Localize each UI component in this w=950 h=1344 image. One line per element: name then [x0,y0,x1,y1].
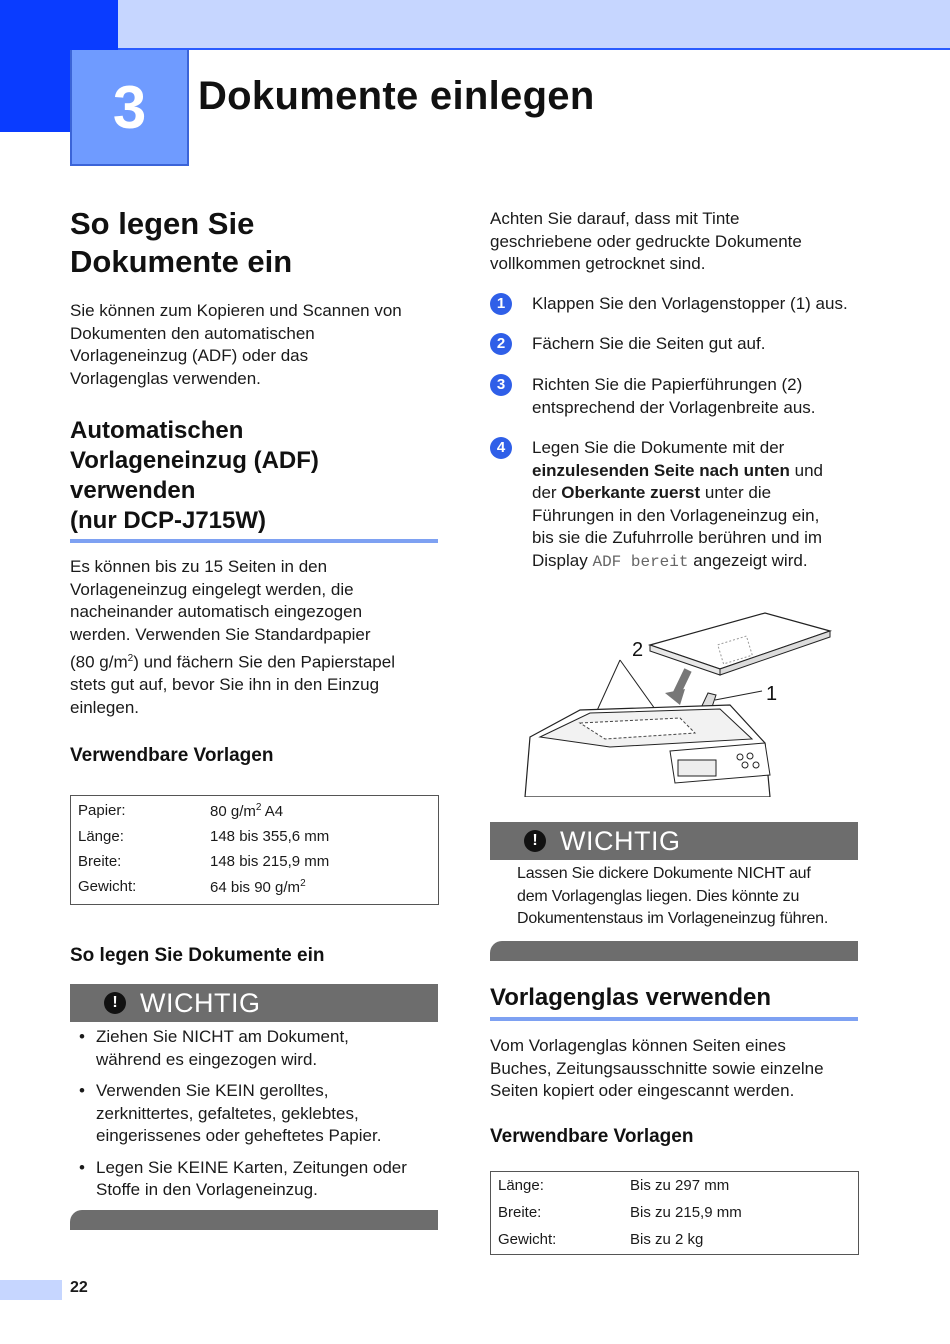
text-line [532,550,823,574]
superscript: 2 [300,878,306,889]
table-row [491,1198,859,1225]
adf-paragraph [70,556,440,719]
text-span: und [789,460,823,480]
text-line: Legen Sie KEINE Karten, Zeitungen oder [96,1157,407,1177]
list-item [70,1026,438,1071]
header-line [118,48,950,50]
table-cell-label: Breite: [498,1204,542,1221]
bullet-icon: • [79,1081,85,1100]
leader-line [595,660,620,715]
figure-label-2: 2 [632,639,644,661]
table-cell-label: Gewicht: [78,878,137,895]
warning-box-left [70,984,438,1211]
table-cell-value: 148 bis 215,9 mm [210,853,330,870]
exclamation-icon: ! [104,992,126,1014]
text-line: vollkommen getrocknet sind. [490,254,706,273]
text-line: Lassen Sie dickere Dokumente NICHT auf [517,865,811,882]
leader-line [715,691,762,700]
step-text [532,437,823,573]
list-item [70,1157,438,1202]
text-line: Es können bis zu 15 Seiten in den [70,557,328,576]
bold-text: einzulesenden Seite nach unten [532,460,790,480]
table-cell-value: 148 bis 355,6 mm [210,828,330,845]
glass-spec-table [490,1171,859,1255]
warning-list [70,1026,438,1202]
warning-header [70,984,438,1022]
text-line: Richten Sie die Papierführungen (2) [532,375,803,394]
text-line: Buches, Zeitungsausschnitte sowie einzelne [490,1058,824,1078]
text-line: während es eingezogen wird. [96,1049,318,1069]
text-line: einlegen. [70,697,140,717]
warning-label: WICHTIG [140,987,261,1018]
table-row [71,874,439,905]
text-line: geschriebene oder gedruckte Dokumente [490,231,802,251]
adf-media-heading: Verwendbare Vorlagen [70,745,274,766]
warning-box-right [490,822,858,931]
table-cell-value [203,874,439,905]
table-cell-label: Länge: [78,828,124,845]
text-line: Verwenden Sie KEIN gerolltes, [96,1081,329,1100]
text-line: Vom Vorlagenglas können Seiten eines [490,1036,786,1055]
text-line: Dokumentenstaus im Vorlageneinzug führen. [517,910,829,927]
text-span: (80 g/m [70,652,128,672]
bullet-icon: • [79,1027,85,1046]
adf-heading-rule [70,539,438,543]
adf-heading [70,416,319,536]
display-message: ADF bereit [592,552,689,571]
table-cell-value: Bis zu 215,9 mm [630,1204,742,1221]
text-span: angezeigt wird. [688,550,808,570]
ink-note [490,208,870,276]
section-title [70,205,292,281]
text-line: Sie können zum Kopieren und Scannen von [70,301,402,320]
text-line: zerknittertes, gefaltetes, geklebtes, [96,1103,359,1123]
heading-line: (nur DCP-J715W) [70,507,267,534]
table-cell-value [203,796,439,825]
exclamation-icon: ! [524,830,546,852]
page-number: 22 [70,1279,88,1296]
table-row [71,796,439,825]
step-1 [490,293,870,316]
step-number-icon: 4 [490,437,512,459]
text-line: entsprechend der Vorlagenbreite aus. [532,397,816,417]
text-line: Ziehen Sie NICHT am Dokument, [96,1027,349,1046]
table-cell-label: Länge: [498,1177,544,1194]
text-span: ) und fächern Sie den Papierstapel [133,652,395,672]
glass-paragraph [490,1035,870,1103]
step-text [532,333,765,356]
step-4 [490,437,870,573]
text-line: Vorlageneinzug eingelegt werden, die [70,579,354,599]
step-text [532,374,816,419]
text-line: Fächern Sie die Seiten gut auf. [532,334,766,353]
text-span: Display [532,550,593,570]
chapter-number: 3 [70,50,189,166]
warning-label: WICHTIG [560,825,681,856]
text-line: Vorlageneinzug (ADF) oder das [70,346,309,365]
step-3 [490,374,870,419]
text-line: Seiten kopiert oder eingescannt werden. [490,1081,795,1100]
warning-footer [70,1210,438,1230]
step-2 [490,333,870,356]
table-row [71,849,439,874]
text-line [532,460,823,483]
table-row [491,1172,859,1199]
section-title-line: Dokumente ein [70,244,293,279]
chapter-title: Dokumente einlegen [198,74,595,118]
table-row [491,1225,859,1255]
list-item [70,1080,438,1148]
heading-line: Vorlageneinzug (ADF) [70,447,319,474]
insert-docs-heading: So legen Sie Dokumente ein [70,945,325,966]
adf-illustration [520,605,840,797]
glass-heading: Vorlagenglas verwenden [490,984,771,1011]
text-span: der [532,483,562,502]
text-line: werden. Verwenden Sie Standardpapier [70,624,371,644]
superscript: 2 [127,653,134,664]
text-line: dem Vorlagenglas liegen. Dies könnte zu [517,887,800,905]
value-text: 64 bis 90 g/m [210,879,301,896]
text-line: bis sie die Zufuhrrolle berühren und im [532,528,823,547]
text-span: unter die [700,483,772,502]
text-line: Stoffe in den Vorlageneinzug. [96,1180,318,1199]
text-line: Führungen in den Vorlageneinzug ein, [532,505,820,525]
text-line: Legen Sie die Dokumente mit der [532,438,785,457]
section-title-line: So legen Sie [70,206,255,241]
step-number-icon: 1 [490,293,512,315]
step-text [532,293,848,316]
arrow-head-icon [665,689,685,705]
step-number-icon: 3 [490,374,512,396]
text-line: nacheinander automatisch eingezogen [70,602,363,621]
bullet-icon: • [79,1157,85,1177]
header-band [118,0,950,48]
text-line: Achten Sie darauf, dass mit Tinte [490,209,740,228]
text-line [532,482,823,505]
text-line: Klappen Sie den Vorlagenstopper (1) aus. [532,294,848,313]
glass-media-heading: Verwendbare Vorlagen [490,1126,694,1147]
value-suffix: A4 [261,803,284,820]
figure-label-1: 1 [766,683,778,705]
table-cell-value: Bis zu 297 mm [630,1177,730,1194]
text-line: stets gut auf, bevor Sie ihn in den Einzug [70,675,380,695]
text-line [70,648,440,674]
table-cell-label: Gewicht: [498,1231,557,1248]
intro-paragraph [70,300,440,390]
warning-header [490,822,858,860]
warning-text [490,860,858,931]
display-screen [678,760,716,776]
heading-line: Automatischen [70,417,244,444]
table-cell-value: Bis zu 2 kg [630,1231,704,1248]
heading-line: verwenden [70,477,196,504]
bold-text: Oberkante zuerst [561,483,701,502]
text-line: Vorlagenglas verwenden. [70,368,261,388]
step-number-icon: 2 [490,333,512,355]
text-line: Dokumenten den automatischen [70,323,315,343]
page-number-bar [0,1280,62,1300]
superscript: 2 [255,802,262,813]
table-cell-label: Papier: [78,802,126,819]
table-row [71,824,439,849]
text-line: eingerissenes oder geheftetes Papier. [96,1126,382,1145]
value-text: 80 g/m [210,803,256,820]
table-cell-label: Breite: [78,853,122,870]
glass-heading-rule [490,1017,858,1021]
warning-footer [490,941,858,961]
adf-spec-table [70,795,439,905]
